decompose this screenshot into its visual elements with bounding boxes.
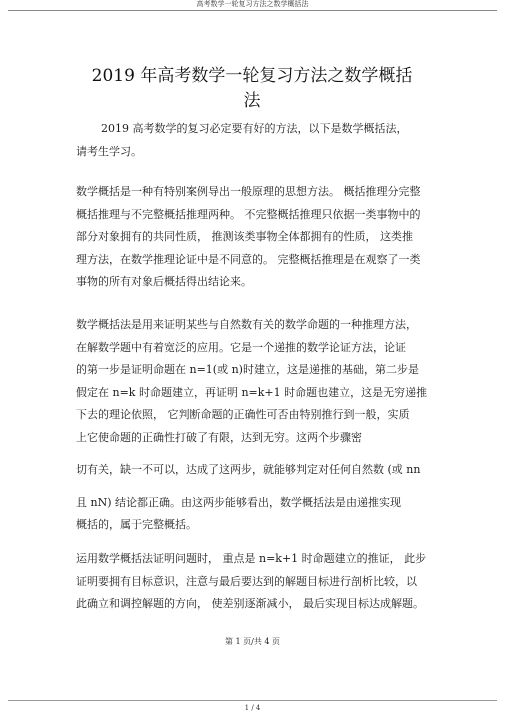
paragraph-proof-strategy	[76, 548, 426, 616]
paragraph-line: 的第一步是证明命题在 n=1(或 n)时建立，这是递推的基础，第二步是	[76, 363, 419, 376]
paragraph-line: 运用数学概括法证明问题时， 重点是 n=k+1 时命题建立的推证， 此步	[76, 552, 427, 565]
running-header: 高考数学一轮复习方法之数学概括法	[196, 0, 309, 8]
intro-line: 请考生学习。	[76, 144, 142, 158]
paragraph-mathematical-induction	[76, 314, 427, 537]
paragraph-line: 概括的，属于完整概括。	[76, 518, 197, 531]
page-number-label: 第 1 页/共 4 页	[224, 637, 281, 646]
paragraph-line: 证明要拥有目标意识，注意与最后要达到的解题目标进行剖析比较，以	[76, 574, 417, 588]
footer-divider	[8, 700, 497, 701]
paragraph-line: 数学概括法是用来证明某些与自然数有关的数学命题的一种推理方法，	[76, 318, 417, 331]
paragraph-line: 概括推理与不完整概括推理两种。 不完整概括推理只依据一类事物中的	[76, 207, 421, 221]
header-divider	[8, 10, 497, 11]
paragraph-line: 在解数学题中有着宽泛的应用。它是一个递推的数学论证方法，论证	[76, 340, 406, 354]
paragraph-line: 理方法，在数学推理论证中是不同意的。 完整概括推理是在观察了一类	[76, 252, 421, 266]
paragraph-induction-definition	[76, 181, 421, 294]
paragraph-line: 且 nN) 结论都正确。由这两步能够看出，数学概括法是由递推实现	[76, 495, 401, 509]
paragraph-line: 事物的所有对象后概括得出结论来。	[76, 275, 252, 288]
intro-line: 2019 高考数学的复习必定要有好的方法，以下是数学概括法，	[101, 122, 408, 135]
paragraph-line: 切有关，缺一不可以，达成了这两步，就能够判定对任何自然数 (或 nn	[76, 463, 421, 476]
page-count: 1 / 4	[244, 704, 261, 712]
intro-paragraph	[76, 118, 408, 163]
paragraph-line: 下去的理论依照， 它判断命题的正确性可否由特别推行到一般，实质	[76, 408, 410, 421]
paragraph-line: 部分对象拥有的共同性质， 推测该类事物全体都拥有的性质， 这类推	[76, 230, 413, 243]
paragraph-line: 此确立和调控解题的方向， 使差别逐渐减小， 最后实现目标达成解题。	[76, 597, 424, 610]
title-line-2: 法	[243, 91, 261, 111]
paragraph-line: 假定在 n=k 时命题建立，再证明 n=k+1 时命题也建立，这是无穷递推	[76, 385, 428, 399]
paragraph-line: 上它使命题的正确性打破了有限，达到无穷。这两个步骤密	[76, 430, 362, 444]
paragraph-line: 数学概括是一种有特别案例导出一般原理的思想方法。 概括推理分完整	[76, 185, 421, 198]
document-title	[60, 64, 444, 114]
title-line-1: 2019 年高考数学一轮复习方法之数学概括	[91, 66, 413, 86]
